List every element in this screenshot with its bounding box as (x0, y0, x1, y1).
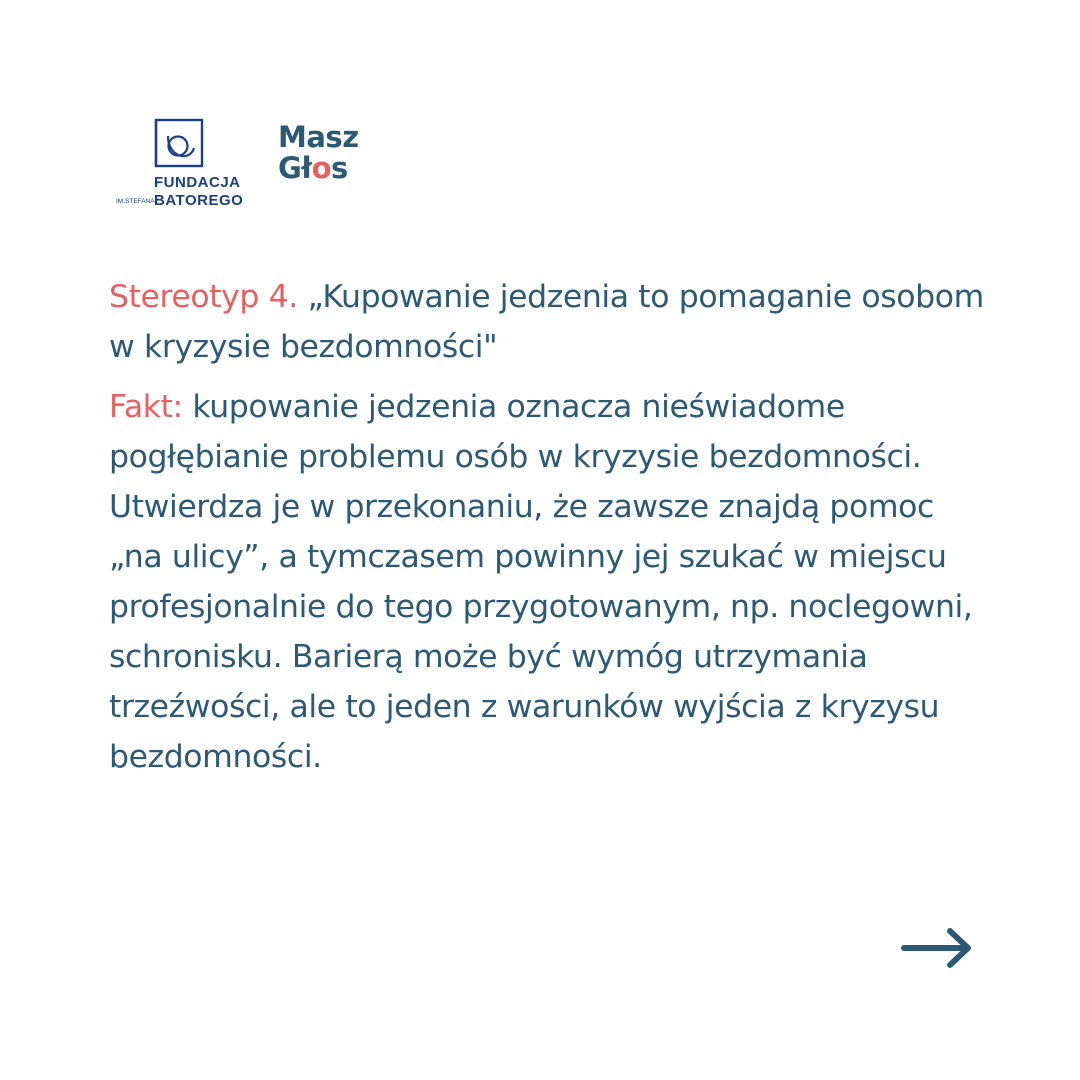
masz-glos-logo (278, 122, 378, 200)
stereotype-label: Stereotyp 4. (109, 279, 298, 315)
stereotype-text: „Kupowanie jedzenia to pomaganie osobom w kryzysie bezdomności" (109, 279, 984, 365)
logo-text-fundacja: FUNDACJA (154, 174, 241, 191)
speech-bubble-o-icon: o (311, 151, 332, 185)
main-content (109, 272, 989, 782)
stereotype-paragraph (109, 272, 989, 372)
logo-text-batorego: BATOREGO (154, 192, 244, 209)
fact-text: kupowanie jedzenia oznacza nieświadome pogłębianie problemu osób w kryzysie bezdomności. Utwierdza je w przekonaniu, że zawsze znajdą pomoc „na ulicy”, a tymczasem powinny jej szukać w miejscu profesjonalnie do tego przygotowanym, np. noclegowni, schronisku. Barierą może być wymóg utrzymania trzeźwości, ale to jeden z warunków wyjścia z kryzysu bezdomności. (109, 389, 973, 775)
arrow-right-icon[interactable] (900, 926, 976, 970)
logo-text-im-stefana: IM.STEFANA (116, 198, 155, 205)
logo-text-glos (278, 153, 378, 184)
logo-text-masz: Masz (278, 120, 359, 154)
fact-paragraph (109, 382, 989, 782)
logo-text-glos-part1: Gł (278, 151, 312, 185)
batory-emblem-icon (154, 118, 204, 168)
fundacja-batorego-logo (116, 118, 242, 210)
logo-text-glos-part2: s (331, 151, 348, 185)
fact-label: Fakt: (109, 389, 183, 425)
